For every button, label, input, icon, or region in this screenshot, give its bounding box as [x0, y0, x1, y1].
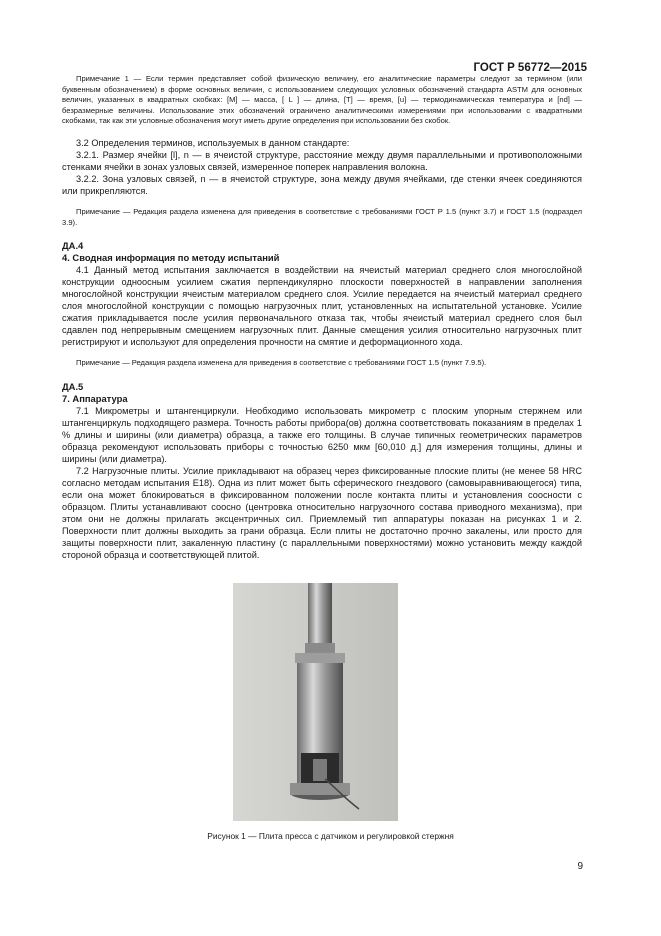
paragraph-7-2: 7.2 Нагрузочные плиты. Усилие прикладывают на образец через фиксированные плоские плиты (не менее 58 HRC согласно методам испытания E18). Одна из плит может быть сферического гнездового (самовыравнивающегося) типа, если она может блокироваться в фиксированном положении после контакта плиты и установления соосности с образцом. Плиты устанавливают соосно (центровка относительно нагрузочного состава приводного механизма), при этом они не должны прилагать эксцентричных сил. Приемлемый тип аппаратуры показан на рисунках 1 и 2. Поверхности плит должны выходить за грани образца. Если плиты не достаточно прочно закалены, или просто для защиты поверхности плит, закаленную пластину (с параллельными поверхностями) можно установить между каждой стороной образца и соответствующей плитой. [62, 465, 582, 560]
page-body [62, 74, 582, 561]
section-7-title: 7. Аппаратура [62, 392, 128, 404]
paragraph-7-1: 7.1 Микрометры и штангенциркули. Необходимо использовать микрометр с плоским упорным стержнем или штангенциркуль подходящего размера. Точность работы прибора(ов) должна соответствовать показаниям в пределах 1 % длины и ширины (или диаметра) образца, а также его толщины. В случае типичных геометрических параметров образца рекомендуют использовать приборы с точностью 6250 мкм [60,010 д.] для измерения толщины, длины и ширины (или диаметра). [62, 405, 582, 464]
note-3: Примечание — Редакция раздела изменена для приведения в соответствие с требованиями ГОСТ 1.5 (пункт 7.9.5). [76, 358, 487, 368]
note-2: Примечание — Редакция раздела изменена для приведения в соответствие с требованиями ГОСТ Р 1.5 (пункт 3.7) и ГОСТ 1.5 (подраздел 3.9). [62, 206, 582, 227]
note-1: Примечание 1 — Если термин представляет собой физическую величину, его аналитические параметры следуют за термином (или буквенным обозначением) в форме основных величин, с использованием следующих условных обозначений стандарта ASTM для основных величин, указанных в квадратных скобках: [M] — масса, [ L ] — длина, [T] — время, [u] — термодинамическая температура и [nd] — безразмерные величины. Использование этих обозначений ограничено аналитическими измерениями при использовании с квадратными скобками, так как эти условные обозначения могут иметь другие определения при использовании без скобок. [62, 74, 582, 126]
appendix-da5-label: ДА.5 [62, 380, 84, 392]
section-4-text: 4.1 Данный метод испытания заключается в воздействии на ячеистый материал среднего слоя многослойной конструкции одноосным усилием сжатия перпендикулярно плоскости поверхностей в направлении заполнения многослойной конструкции ячеистым материалом среднего слоя. Усилие передается на ячеистый материал среднего слоя многослойной конструкции с помощью нагрузочных плит, установленных на испытательной установке. Усилие сжатия прикладывается после усилия первоначального отказа так, чтобы ячеистый материал среднего слоя был сдавлен под непрерывным смещением нагрузочных плит. Данные смещения усилия относительно нагрузочных плит регистрируют и используют для определения прочности на смятие и деформационного хода. [62, 265, 582, 348]
definition-node-zone: 3.2.2. Зона узловых связей, n — в ячеистой структуре, зона между двумя ячейками, где стенки ячеек соединяются или прикрепляются. [62, 173, 582, 196]
appendix-da4-label: ДА.4 [62, 240, 84, 252]
page-number: 9 [577, 861, 583, 872]
figure-caption: Рисунок 1 — Плита пресса с датчиком и регулировкой стержня [207, 831, 454, 841]
document-code: ГОСТ Р 56772—2015 [473, 62, 587, 74]
definitions-intro: 3.2 Определения терминов, используемых в данном стандарте: [76, 137, 350, 148]
press-plate-photo [233, 583, 398, 821]
section-4-title: 4. Сводная информация по методу испытаний [62, 252, 280, 264]
definition-cell-size: 3.2.1. Размер ячейки [l], n — в ячеистой структуре, расстояние между двумя параллельными и противоположными стенками ячейки в зонах узловых связей, измеренное поперек направления волокна. [62, 149, 582, 172]
